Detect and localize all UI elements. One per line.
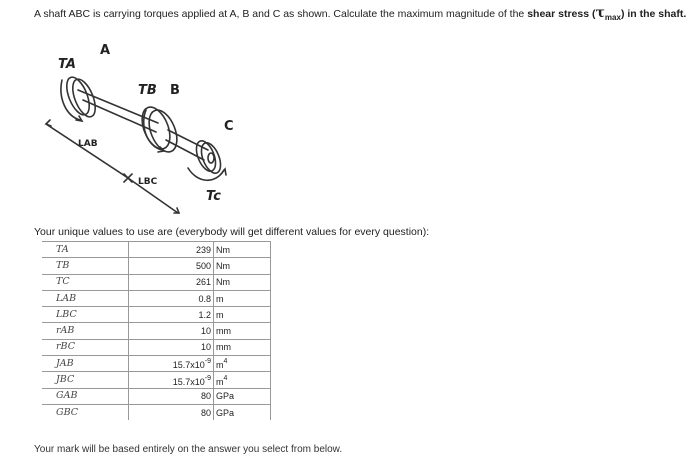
table-row (42, 307, 271, 323)
symbol-cell: rBC (56, 341, 75, 353)
unit-cell: Nm (214, 274, 271, 290)
unit-cell: $m^4$ (214, 356, 271, 372)
symbol-cell: GAB (56, 390, 78, 402)
symbol-cell: TB (56, 259, 70, 271)
unit-cell: mm (214, 339, 271, 355)
value-cell: 80 (129, 388, 214, 404)
table-row (42, 356, 271, 372)
value-cell: 10 (129, 339, 214, 355)
table-row (42, 258, 271, 274)
label-b: B (170, 83, 180, 98)
shaft-diagram (28, 28, 288, 228)
value-cell: $15.7x10^{-9}$ (129, 372, 214, 388)
symbol-cell: TC (56, 276, 70, 288)
label-a: A (100, 43, 111, 58)
symbol-cell: JAB (56, 357, 74, 369)
label-tb: TB (138, 83, 157, 98)
unit-cell: GPa (214, 388, 271, 404)
unit-cell: Nm (214, 242, 271, 258)
symbol-cell: GBC (56, 406, 79, 418)
question-bold: shear stress (527, 8, 590, 20)
value-cell: 10 (129, 323, 214, 339)
label-c: C (224, 119, 234, 134)
question-part1: A shaft ABC is carrying torques applied at A, B and C as shown. Calculate the maximum magnitude of the (34, 8, 528, 20)
values-table (42, 241, 271, 420)
unit-cell: m (214, 290, 271, 306)
question-text (34, 6, 698, 25)
value-cell: 500 (129, 258, 214, 274)
table-row (42, 404, 271, 420)
question-paren: ( (589, 8, 596, 20)
symbol-cell: TA (56, 243, 69, 255)
tau-subscript: max (604, 13, 621, 22)
label-lab: LAB (78, 139, 98, 149)
symbol-cell: LAB (56, 292, 77, 304)
value-cell: 239 (129, 242, 214, 258)
value-cell: 0.8 (129, 290, 214, 306)
symbol-cell: rAB (56, 325, 75, 337)
unit-cell: $m^4$ (214, 372, 271, 388)
symbol-cell: LBC (56, 308, 77, 320)
shaft-figure (28, 28, 288, 228)
value-cell: 261 (129, 274, 214, 290)
table-row (42, 290, 271, 306)
unit-cell: m (214, 307, 271, 323)
unit-cell: Nm (214, 258, 271, 274)
value-cell: 1.2 (129, 307, 214, 323)
footer-note: Your mark will be based entirely on the answer you select from below. (34, 444, 343, 455)
dimension-lab (46, 124, 128, 178)
unit-cell: GPa (214, 404, 271, 420)
question-part2: ) in the shaft. (620, 8, 687, 20)
table-row (42, 339, 271, 355)
table-row (42, 242, 271, 258)
label-tc: Tc (206, 189, 221, 204)
table-row (42, 323, 271, 339)
symbol-cell: JBC (56, 374, 75, 386)
tau-symbol: τ (595, 5, 605, 21)
label-lbc: LBC (138, 177, 158, 187)
values-intro: Your unique values to use are (everybody will get different values for every question): (34, 226, 430, 238)
value-cell: 80 (129, 404, 214, 420)
label-ta: TA (58, 57, 76, 72)
table-row (42, 388, 271, 404)
unit-cell: mm (214, 323, 271, 339)
table-row (42, 372, 271, 388)
value-cell: $15.7x10^{-9}$ (129, 356, 214, 372)
table-row (42, 274, 271, 290)
